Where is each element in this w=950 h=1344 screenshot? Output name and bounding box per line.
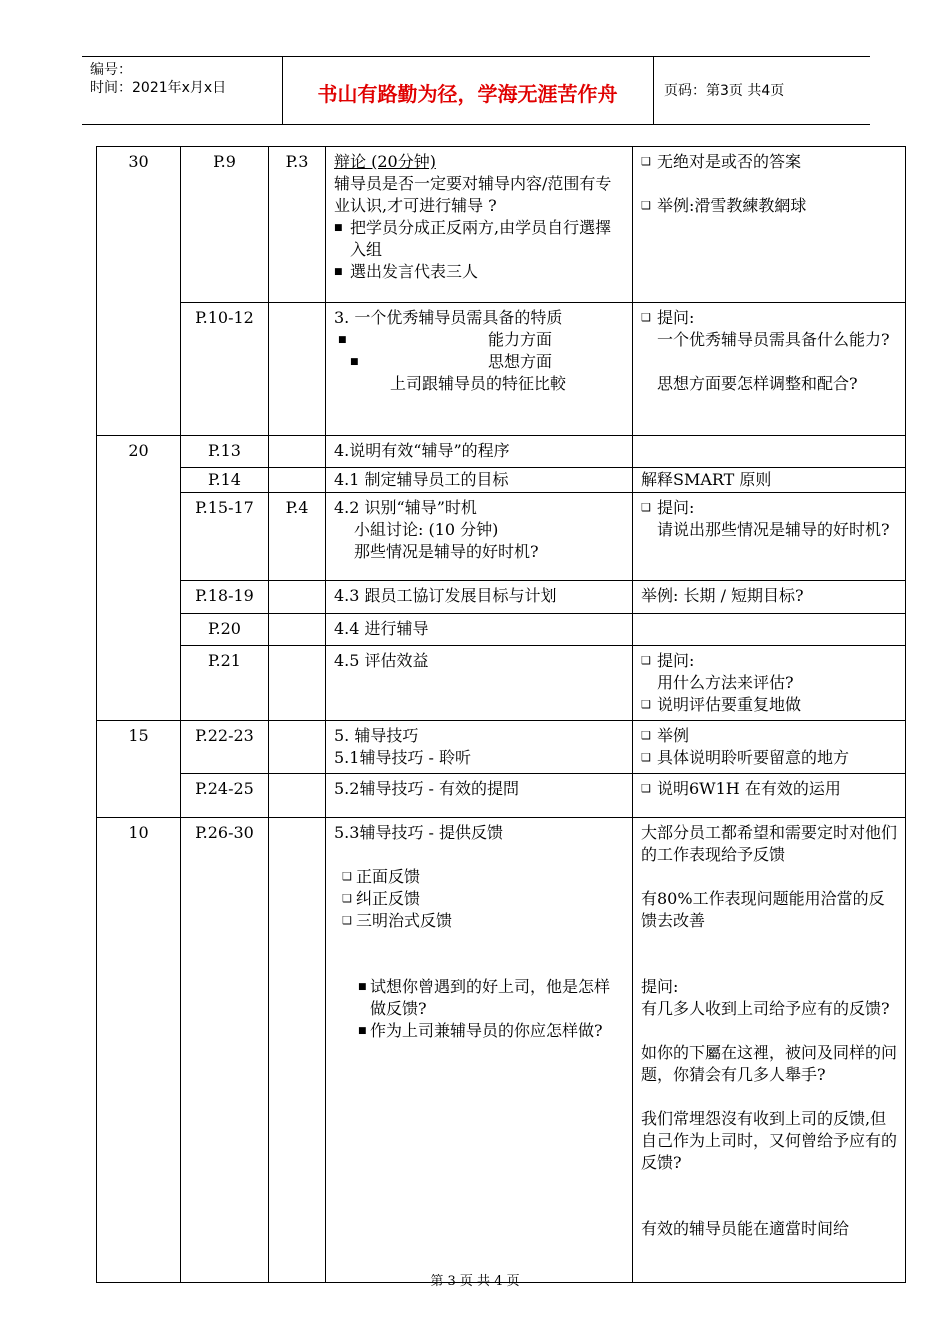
list-item: ❑ 正面反馈 — [342, 867, 421, 886]
slide-cell: P.21 — [181, 646, 269, 721]
handout-cell — [269, 436, 326, 468]
notes-cell — [633, 493, 906, 581]
note-paragraph: 有80%工作表现问题能用洽當的反馈去改善 — [641, 889, 885, 930]
handout-cell: P.4 — [269, 493, 326, 581]
header-bottom-rule — [82, 124, 870, 125]
table-row — [97, 468, 906, 493]
checkbox-bullet-icon: ❑ — [641, 654, 651, 667]
slide-cell: P.13 — [181, 436, 269, 468]
list-item: ❑ 说明评估要重复地做 — [641, 695, 802, 714]
question-text: 一个优秀辅导员需具备什么能力? — [657, 330, 890, 349]
list-item: ❑ 提问: — [641, 308, 695, 327]
notes-cell — [633, 818, 906, 1283]
slide-cell: P.20 — [181, 614, 269, 646]
square-bullet-icon: ■ — [334, 223, 343, 233]
handout-cell — [269, 721, 326, 774]
time-cell: 10 — [97, 818, 181, 1283]
list-item: ❑ 说明6W1H 在有效的运用 — [641, 779, 841, 798]
table-row — [97, 614, 906, 646]
section-subtitle: 5.1辅导技巧 - 聆听 — [334, 748, 472, 767]
list-item: ■ 能力方面 — [338, 330, 553, 349]
list-item: ❑ 三明治式反馈 — [342, 911, 453, 930]
handout-cell — [269, 468, 326, 493]
lesson-plan-table — [96, 146, 906, 1283]
note-paragraph: 大部分员工都希望和需要定时对他们的工作表现给予反馈 — [641, 823, 898, 864]
slide-cell: P.14 — [181, 468, 269, 493]
notes-cell — [633, 147, 906, 303]
notes-cell — [633, 436, 906, 468]
handout-cell: P.3 — [269, 147, 326, 303]
time-cell: 30 — [97, 147, 181, 436]
content-cell: 4.3 跟员工協订发展目标与计划 — [326, 581, 633, 614]
slide-cell: P.9 — [181, 147, 269, 303]
handout-cell — [269, 581, 326, 614]
list-item: ■ 選出发言代表三人 — [334, 262, 479, 281]
checkbox-bullet-icon: ❑ — [342, 870, 352, 883]
slide-cell: P.22-23 — [181, 721, 269, 774]
checkbox-bullet-icon: ❑ — [641, 729, 651, 742]
content-cell: 4.说明有效“辅导”的程序 — [326, 436, 633, 468]
section-title: 5. 辅导技巧 — [334, 726, 419, 745]
list-item: ❑ 具体说明聆听要留意的地方 — [641, 748, 850, 767]
page-number-label: 页码：第3页 共4页 — [664, 83, 785, 99]
document-date-label: 时间：2021年x月x日 — [90, 80, 227, 96]
page-footer: 第 3 页 共 4 页 — [430, 1274, 520, 1289]
content-cell — [326, 493, 633, 581]
list-item: ■ 试想你曾遇到的好上司，他是怎样做反馈? — [358, 977, 611, 1018]
debate-question: 辅导员是否一定要对辅导内容/范围有专业认识,才可进行辅导 ? — [334, 174, 612, 215]
content-cell — [326, 721, 633, 774]
time-cell: 20 — [97, 436, 181, 721]
list-item: ❑ 提问: — [641, 651, 695, 670]
square-bullet-icon: ■ — [334, 267, 343, 277]
handout-cell — [269, 646, 326, 721]
list-item: ❑ 举例 — [641, 726, 690, 745]
content-cell — [326, 303, 633, 436]
question-text: 用什么方法来评估? — [657, 673, 794, 692]
square-bullet-icon: ■ — [338, 335, 347, 345]
square-bullet-icon: ■ — [358, 1026, 367, 1036]
table-row — [97, 493, 906, 581]
handout-cell — [269, 774, 326, 818]
note-paragraph: 提问: — [641, 977, 679, 996]
checkbox-bullet-icon: ❑ — [641, 155, 651, 168]
content-cell — [326, 147, 633, 303]
time-cell: 15 — [97, 721, 181, 818]
checkbox-bullet-icon: ❑ — [342, 892, 352, 905]
notes-cell — [633, 646, 906, 721]
list-item: ❑ 无绝对是或否的答案 — [641, 152, 802, 171]
handout-cell — [269, 818, 326, 1283]
section-title: 4.2 识别“辅导”时机 — [334, 498, 477, 517]
notes-cell: 举例: 长期 / 短期目标? — [633, 581, 906, 614]
square-bullet-icon: ■ — [350, 357, 359, 367]
checkbox-bullet-icon: ❑ — [342, 914, 352, 927]
checkbox-bullet-icon: ❑ — [641, 698, 651, 711]
notes-cell: 解释SMART 原则 — [633, 468, 906, 493]
notes-cell — [633, 721, 906, 774]
list-item: ❑ 纠正反馈 — [342, 889, 421, 908]
notes-cell — [633, 303, 906, 436]
note-paragraph: 我们常埋怨沒有收到上司的反馈,但自己作为上司时，又何曾给予应有的反馈? — [641, 1109, 898, 1172]
notes-cell — [633, 774, 906, 818]
table-row — [97, 147, 906, 303]
table-row — [97, 303, 906, 436]
discussion-label: 小組讨论: (10 分钟) — [354, 520, 499, 539]
header-divider-right — [653, 56, 654, 124]
content-cell: 5.2辅导技巧 - 有效的提問 — [326, 774, 633, 818]
list-item: ■ 思想方面 — [350, 352, 553, 371]
checkbox-bullet-icon: ❑ — [641, 782, 651, 795]
slide-cell: P.15-17 — [181, 493, 269, 581]
table-row — [97, 774, 906, 818]
document-number-label: 编号： — [90, 62, 132, 78]
section-title: 3. 一个优秀辅导员需具备的特质 — [334, 308, 563, 327]
header-top-rule — [82, 56, 870, 57]
slide-cell: P.26-30 — [181, 818, 269, 1283]
list-item: ❑ 提问: — [641, 498, 695, 517]
content-cell: 4.4 进行辅导 — [326, 614, 633, 646]
debate-title: 辩论 (20分钟) — [334, 152, 436, 171]
note-paragraph: 有效的辅导员能在適當时间给 — [641, 1219, 850, 1238]
notes-cell — [633, 614, 906, 646]
list-item: ❑ 举例:滑雪教練教網球 — [641, 196, 807, 215]
slide-cell: P.24-25 — [181, 774, 269, 818]
checkbox-bullet-icon: ❑ — [641, 199, 651, 212]
table-row — [97, 436, 906, 468]
square-bullet-icon: ■ — [358, 982, 367, 992]
handout-cell — [269, 303, 326, 436]
note-paragraph: 有几多人收到上司给予应有的反馈? — [641, 999, 890, 1018]
question-text: 请说出那些情况是辅导的好时机? — [657, 520, 890, 539]
table-row — [97, 818, 906, 1283]
content-cell: 4.1 制定辅导员工的目标 — [326, 468, 633, 493]
slide-cell: P.10-12 — [181, 303, 269, 436]
content-cell — [326, 818, 633, 1283]
handout-cell — [269, 614, 326, 646]
checkbox-bullet-icon: ❑ — [641, 501, 651, 514]
checkbox-bullet-icon: ❑ — [641, 751, 651, 764]
discussion-question: 那些情况是辅导的好时机? — [354, 542, 539, 561]
note-paragraph: 如你的下屬在这裡，被问及同样的问题，你猜会有几多人舉手? — [641, 1043, 898, 1084]
section-title: 5.3辅导技巧 - 提供反馈 — [334, 823, 504, 842]
content-cell: 4.5 评估效益 — [326, 646, 633, 721]
question-text: 思想方面要怎样调整和配合? — [657, 374, 858, 393]
header-motto: 书山有路勤为径，学海无涯苦作舟 — [317, 82, 618, 106]
table-row — [97, 581, 906, 614]
slide-cell: P.18-19 — [181, 581, 269, 614]
table-row — [97, 721, 906, 774]
list-item: ■ 作为上司兼辅导员的你应怎样做? — [358, 1021, 603, 1040]
checkbox-bullet-icon: ❑ — [641, 311, 651, 324]
list-item: ■ 把学员分成正反兩方,由学员自行選擇入组 — [334, 218, 612, 259]
comparison-text: 上司跟辅导员的特征比較 — [390, 374, 567, 393]
table-row — [97, 646, 906, 721]
